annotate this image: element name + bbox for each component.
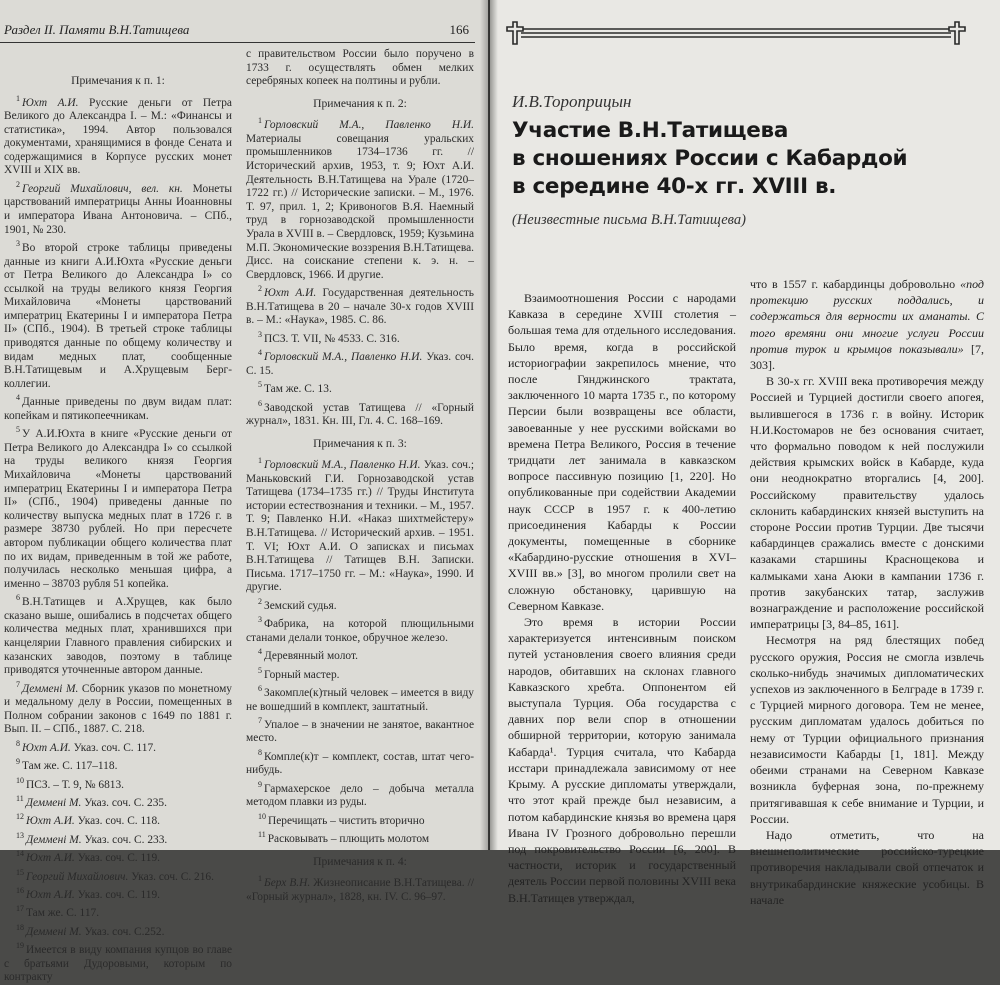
footnote-text: ПСЗ. – Т. 9, № 6813. bbox=[26, 778, 125, 791]
notes-heading: Примечания к п. 3: bbox=[313, 436, 407, 450]
footnote-text: Данные приведены по двум видам плат: копейкам и пятикопеечникам. bbox=[4, 396, 232, 422]
article-paragraph: Несмотря на ряд блестящих побед русского оружия, Россия не смогла извлечь сколько-нибудь значимых дипломатических успехов из заключенного в Белграде в 1739 г. с Турцией мирного договора. Тем не менее, русским дипломатам удалось добиться по нему от Турции официального признания независимости Кабарды [1, 181]. Между обеими странами на Северном Кавказе возникла буферная зона, по-прежнему притягивавшая к себе внимание и Турции, и России. bbox=[750, 633, 984, 826]
footnote bbox=[246, 114, 474, 282]
footnote bbox=[4, 884, 232, 902]
footnote bbox=[4, 237, 232, 391]
footnote-text: Материалы совещания уральских промышленников 1734–1736 гг. // Исторический архив, 1953, т. 9; Юхт А.И. Деятельность В.Н.Татищева на Урале (1720–1722 гг.) // Исторические записки. – М., 1976. Т. 97, прил. 1, 2; Кривоногов В.Я. Наемный труд в горнозаводской промышленности Урала в XVIII в. – Свердловск, 1959; Кузьмина М.П. Экономические воззрения В.Н.Татищева. Дисс. на соискание степени к. э. н. – Свердловск, 1966. И другие. bbox=[246, 132, 474, 281]
footnote-text: Фабрика, на которой плющильными станами делали тонкое, обручное железо. bbox=[246, 618, 474, 644]
footnote bbox=[4, 847, 232, 865]
footnote-number: 3 bbox=[258, 329, 262, 339]
footnote bbox=[246, 746, 474, 778]
footnote-text: Указ. соч. С. 118. bbox=[77, 815, 160, 828]
article-subtitle: (Неизвестные письма В.Н.Татищева) bbox=[512, 212, 746, 228]
footnote-number: 7 bbox=[16, 679, 20, 689]
footnote-number: 1 bbox=[258, 874, 262, 884]
header-rule bbox=[0, 42, 475, 43]
footnote bbox=[246, 645, 474, 663]
footnote-author: Юхт А.И. bbox=[26, 815, 75, 828]
footnote-author: Юхт А.И. bbox=[26, 852, 75, 865]
footnote-text: Жизнеописание В.Н.Татищева. // «Горный журнал», 1828, кн. IV. С. 96–97. bbox=[246, 877, 474, 903]
footnote-number: 11 bbox=[16, 794, 24, 804]
footnote-number: 4 bbox=[258, 348, 262, 358]
article-paragraph: Это время в истории России характеризуется интенсивным поиском путей установления своего влияния среди народов, обитавших на склонах главного Кавказского хребта. Оппонентом ей выступала Турция. Оба государства с давних пор вели спор в отношении обширной территории, которую занимала Кабарда¹. Турция считала, что Кабарда исстари принадлежала зависимому от нее Крыму. А русские дипломаты утверждали, что этот край прежде был независим, а потом кабардинские князья во времена царя Ивана IV Грозного добровольно перешли под покровительство России [6, 200]. В частности, историк и государственный деятель России первой половины XVIII века В.Н.Татищев утверждал, bbox=[508, 615, 736, 905]
footnote-author: Юхт А.И. bbox=[22, 741, 71, 754]
footnote-number: 18 bbox=[16, 922, 24, 932]
footnote-number: 11 bbox=[258, 830, 266, 840]
article-column-left bbox=[508, 290, 736, 906]
footnote bbox=[4, 810, 232, 828]
footnote-text: Там же. С. 117–118. bbox=[22, 760, 118, 773]
footnote-author: Горловский М.А., Павленко Н.И. bbox=[264, 459, 421, 472]
footnote bbox=[4, 902, 232, 920]
footnote-author: Юхт А.И. bbox=[22, 96, 79, 109]
footnote bbox=[246, 454, 474, 595]
article-column-right bbox=[750, 276, 984, 908]
quote-lead: что в 1557 г. кабардинцы добровольно bbox=[750, 277, 956, 291]
footnote bbox=[4, 423, 232, 591]
notes-heading: Примечания к п. 4: bbox=[313, 854, 407, 868]
book-gutter bbox=[480, 0, 498, 850]
footnote-text: Указ. соч. С. 235. bbox=[84, 796, 167, 809]
footnote bbox=[4, 829, 232, 847]
footnote bbox=[4, 866, 232, 884]
footnote-number: 4 bbox=[258, 647, 262, 657]
footnote-text: Русские деньги от Петра Великого до Александра I. – М.: «Финансы и статистика», 1994. Автор пользовался документами, хранящимися в фонде Сената и содержащимися в Корпусе русских монет XVIII и XIX вв. bbox=[4, 96, 232, 177]
notes-column-right bbox=[246, 48, 474, 904]
footnote bbox=[246, 682, 474, 714]
footnote-number: 9 bbox=[16, 757, 20, 767]
notes-heading: Примечания к п. 2: bbox=[313, 96, 407, 110]
footnote-number: 5 bbox=[258, 665, 262, 675]
footnote-author: Демменi М. bbox=[26, 925, 82, 938]
footnote-author: Юхт А.И. bbox=[264, 287, 317, 300]
footnote-number: 16 bbox=[16, 886, 24, 896]
footnote-number: 6 bbox=[16, 593, 20, 603]
footnote bbox=[246, 282, 474, 328]
footnote-number: 2 bbox=[258, 596, 262, 606]
footnote-number: 10 bbox=[258, 812, 266, 822]
footnote bbox=[4, 737, 232, 755]
footnote-number: 2 bbox=[16, 179, 20, 189]
footnote-author: Горловский М.А., Павленко Н.И. bbox=[264, 351, 423, 364]
footnote-text: Государственная деятельность В.Н.Татищева в 20 – начале 30-х годов XVIII в. – М.: «Наука», 1985. С. 86. bbox=[246, 287, 474, 327]
footnote-number: 14 bbox=[16, 849, 24, 859]
footnote-number: 5 bbox=[258, 380, 262, 390]
footnote-text: ПСЗ. Т. VII, № 4533. С. 316. bbox=[264, 332, 400, 345]
footnote-text: Компле(к)т – комплект, состав, штат чего-нибудь. bbox=[246, 750, 474, 777]
article-paragraph: Надо отметить, что на внешнеполитические российско-турецкие противоречия накладывали свой отпечаток и внутрикабардинские княжеские усобицы. В начале bbox=[750, 827, 984, 907]
footnote-number: 7 bbox=[258, 716, 262, 726]
footnote-text: Имеется в виду компания купцов во главе с братьями Дудоровыми, которым по контракту bbox=[4, 943, 232, 984]
footnote-number: 2 bbox=[258, 284, 262, 294]
footnote-text: Сборник указов по монетному и медальному делу в России, помещенных в Полном собрании законов с 1649 по 1881 г. Вып. II. – СПб., 1887. С. 218. bbox=[4, 682, 232, 736]
footnote-text: Горный мастер. bbox=[264, 668, 340, 681]
footnote bbox=[4, 921, 232, 939]
footnote bbox=[246, 346, 474, 378]
footnote-author: Георгий Михайлович, вел. кн. bbox=[22, 182, 183, 195]
footnote bbox=[246, 810, 474, 828]
footnote-author: Демменi М. bbox=[26, 833, 82, 846]
footnote-author: Георгий Михайлович. bbox=[26, 870, 129, 883]
footnote-number: 1 bbox=[258, 116, 262, 126]
footnote-number: 12 bbox=[16, 812, 24, 822]
footnote bbox=[246, 828, 474, 846]
footnote bbox=[4, 391, 232, 423]
footnote-text: Указ. соч. С. 15. bbox=[246, 351, 474, 377]
header-ornament bbox=[505, 20, 967, 46]
footnote-text: Там же. С. 117. bbox=[26, 907, 100, 920]
footnote-number: 15 bbox=[16, 867, 24, 877]
footnote-text: Указ. соч. С.252. bbox=[84, 925, 165, 938]
footnote-text: Указ. соч. С. 233. bbox=[84, 833, 168, 846]
footnote bbox=[4, 591, 232, 677]
footnote bbox=[246, 664, 474, 682]
footnote bbox=[4, 774, 232, 792]
footnote-text: Гармахерское дело – добыча металла методом плавки из руды. bbox=[246, 782, 474, 809]
footnote bbox=[4, 678, 232, 737]
footnote bbox=[246, 778, 474, 810]
title-line: Участие В.Н.Татищева bbox=[512, 118, 789, 143]
footnote bbox=[246, 595, 474, 613]
footnote-text: Закомпле(к)тный человек – имеется в виду не вошедший в комплект, заштатный. bbox=[246, 686, 474, 713]
footnote-text: Указ. соч. С. 216. bbox=[131, 870, 214, 883]
notes-column-left bbox=[4, 66, 232, 985]
tatishchev-quote: «под протекцию русских поддались, и содержаться для верности их аманаты. С того времяни они многие услуги России против турок и крымцов показывали» bbox=[750, 277, 984, 356]
footnote-number: 1 bbox=[258, 456, 262, 466]
page-number: 166 bbox=[449, 22, 469, 37]
footnote-author: Горловский М.А., Павленко Н.И. bbox=[264, 119, 474, 132]
footnote-number: 8 bbox=[16, 738, 20, 748]
quote-reference: [7, 303]. bbox=[750, 341, 984, 373]
footnote-text: Указ. соч.; Маньковский Г.И. Горнозаводской устав Татищева (1734–1735 гг.) // Труды Института истории естествознания и техники. – М., 1957. Т. 9; Павленко Н.И. «Наказ шихтмейстеру» В.Н.Татищева. // Исторический архив. – 1951. Т. VI; Юхт А.И. О записках и письмах В.Н.Татищева // Татищев В.Н. Записки. Письма. 1717–1750 гг. – М.: «Наука», 1990. И другие. bbox=[246, 459, 474, 594]
continued-note-text: с правительством России было поручено в 1733 г. осуществлять обмен мелких серебряных копеек на полтины и рубли. bbox=[246, 48, 474, 88]
footnote-number: 10 bbox=[16, 775, 24, 785]
article-author: И.В.Тороприцын bbox=[512, 92, 632, 111]
footnote-number: 6 bbox=[258, 684, 262, 694]
footnote-number: 5 bbox=[16, 425, 20, 435]
footnote-number: 8 bbox=[258, 748, 262, 758]
footnote bbox=[4, 178, 232, 237]
footnote-text: Земский судья. bbox=[264, 599, 337, 612]
footnote bbox=[4, 939, 232, 985]
running-head bbox=[0, 20, 475, 42]
footnote-number: 19 bbox=[16, 941, 24, 951]
title-line: в середине 40-х гг. XVIII в. bbox=[512, 174, 837, 199]
article-paragraph bbox=[750, 276, 984, 373]
footnote-number: 13 bbox=[16, 830, 24, 840]
footnote-number: 9 bbox=[258, 780, 262, 790]
footnote-author: Берх В.Н. bbox=[264, 877, 311, 890]
footnote bbox=[246, 872, 474, 904]
footnote-text: Во второй строке таблицы приведены данные из книги А.И.Юхта «Русские деньги от Петра Великого до Александра I» со ссылкой на труды великого князя Георгия Михайловича «Монеты царствований императриц Екатерины I и императора Петра II» (СПб., 1904). В третьей строке таблицы приводятся данные по общему количеству и видам медных плат, сообщенные В.Н.Татищевым и А.Хрущевым Берг-коллегии. bbox=[4, 241, 232, 390]
footnote-text: Там же. С. 13. bbox=[264, 383, 332, 396]
footnote-author: Юхт А.И. bbox=[26, 888, 75, 901]
footnote-text: Указ. соч. С. 119. bbox=[77, 852, 160, 865]
footnote bbox=[246, 714, 474, 746]
footnote-text: Заводской устав Татищева // «Горный журнал», 1831. Кн. III, Гл. 4. С. 168–169. bbox=[246, 401, 474, 428]
footnote-text: У А.И.Юхта в книге «Русские деньги от Петра Великого до Александра I» со ссылкой на труды великого князя Георгия Михайловича «Монеты царствований императриц Екатерины I и императора Петра II» (СПб., 1904) приведены данные по количеству выпуска медных плат в 1726 г. в размере 38730 рублей. Но при пересчете автором публикации общего количества плат по их видам, приведенным в той же работе, получилась несколько меньшая цифра, а именно – 38703 рубля 51 копейка. bbox=[4, 428, 232, 590]
footnote-number: 6 bbox=[258, 398, 262, 408]
footnote bbox=[246, 328, 474, 346]
footnote-number: 17 bbox=[16, 904, 24, 914]
running-head-title: Раздел II. Памяти В.Н.Татищева bbox=[4, 22, 190, 37]
footnote-number: 4 bbox=[16, 393, 20, 403]
article-paragraph: Взаимоотношения России с народами Кавказа в середине XVIII столетия – большая тема для отдельного исследования. Было время, когда в российской историографии закрепилось мнение, что после Гянджинского трактата, заключенного 10 марта 1735 г., по которому Персии были возвращены все области, завоеванные у нее русскими войсками во времена Петра Великого, Россия в течение тридцати лет занимала в кавказском вопросе пассивную позицию [1, 220]. Но опубликованные при содействии Академии наук СССР в 1957 г. к 400-летию присоединения Кабарды к России документы, помещенные в сборнике «Кабардино-русские отношения в XVI–XVIII вв.» [3], во многом пролили свет на сложную обстановку, царившую на Северном Кавказе. bbox=[508, 291, 736, 613]
footnote bbox=[4, 792, 232, 810]
title-line: в сношениях России с Кабардой bbox=[512, 146, 908, 171]
footnote-text: Перечищать – чистить вторично bbox=[268, 814, 425, 827]
article-title bbox=[512, 117, 982, 201]
footnote-number: 3 bbox=[258, 615, 262, 625]
article-paragraph: В 30-х гг. XVIII века противоречия между Россией и Турцией достигли своего апогея, вылившегося в 1736 г. в войну. Историк Н.И.Костомаров не без основания считает, что формально поводом к ней послужили действия крымских войск в Кабарде, куда они неоднократно вторгались [4, 200]. Российскому правительству удалось склонить кабардинских князей выступить на стороне России против Турции. Две тысячи кабардинцев сражались вместе с донскими казаками старшины Краснощекова и калмыками хана Аюки в кампании 1736 г. против закубанских татар, заслужив вознаграждение и расположение российской императрицы [3, 84–85, 161]. bbox=[750, 374, 984, 632]
footnote bbox=[4, 755, 232, 773]
footnote-text: В.Н.Татищев и А.Хрущев, как было сказано выше, ошибались в подсчетах общего количества медных плат, хранившихся при канцелярии Главного правления сибирских и казанских заводов, поэтому в таблице приводятся уточненные автором данные. bbox=[4, 596, 232, 677]
footnote-text: Упалое – в значении не занятое, вакантное место. bbox=[246, 718, 474, 745]
footnote-text: Указ. соч. С. 119. bbox=[77, 888, 160, 901]
footnote bbox=[246, 397, 474, 429]
footnote bbox=[246, 613, 474, 645]
footnote bbox=[4, 92, 232, 178]
footnote-number: 3 bbox=[16, 239, 20, 249]
notes-heading: Примечания к п. 1: bbox=[71, 74, 165, 87]
footnote-text: Деревянный молот. bbox=[264, 650, 358, 663]
footnote-text: Расковывать – плющить молотом bbox=[267, 833, 430, 846]
footnote-number: 1 bbox=[16, 93, 20, 103]
footnote-author: Демменi М. bbox=[22, 682, 79, 695]
footnote-author: Демменi М. bbox=[25, 796, 82, 809]
left-page bbox=[0, 0, 488, 984]
footnote bbox=[246, 378, 474, 396]
footnote-text: Указ. соч. С. 117. bbox=[73, 741, 156, 754]
footnote-text: Монеты царствований императрицы Анны Иоанновны и императора Ивана Антоновича. – СПб., 1901, № 230. bbox=[4, 182, 232, 236]
